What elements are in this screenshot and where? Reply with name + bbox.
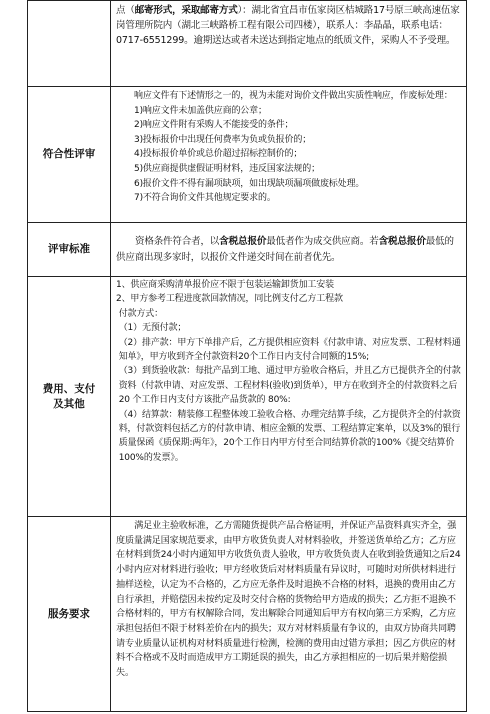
address-text bbox=[116, 4, 462, 48]
payment-line: （4）结算款：精装修工程整体竣工验收合格、办理完结算手续，乙方提供齐全的付款资料，付款资料包括乙方的付款申请、相应金额的发票、工程结算定案单，以及3%的银行质量保函《质保期:两年》，20个工作日内甲方付至合同结算价款的100%《提交结算价100%的发票》。 bbox=[118, 409, 461, 463]
criteria-label: 评审标准 bbox=[28, 223, 111, 277]
payment-line: （2）排产款：甲方下单排产后，乙方提供相应资料《付款申请、对应发票、工程材料通知单》，甲方收到齐全付款资料20个工作日内支付合同额的15%; bbox=[118, 337, 461, 363]
criteria-part: 资格条件符合者，以 bbox=[135, 235, 220, 247]
payment-line: 付款方式： bbox=[118, 308, 163, 319]
compliance-item: 5)供应商提供虚假证明材料，违反国家法规的； bbox=[134, 163, 320, 174]
document-page bbox=[27, 0, 467, 712]
service-cell bbox=[111, 517, 467, 712]
criteria-text bbox=[116, 234, 462, 266]
compliance-row bbox=[28, 87, 467, 223]
payment-line: （1）无预付款； bbox=[118, 323, 187, 334]
payment-line: 2、甲方参考工程进度款回款情况，同比例支付乙方工程款 bbox=[116, 294, 343, 305]
payment-line: 1、供应商采购清单报价应不限于包装运输卸货加工安装 bbox=[116, 280, 334, 290]
service-label: 服务要求 bbox=[28, 517, 111, 712]
payment-cell bbox=[111, 277, 467, 517]
address-cell bbox=[111, 1, 467, 87]
criteria-cell bbox=[111, 223, 467, 277]
payment-line: （3）到货验收款：每批产品到工地、通过甲方验收合格后，并且乙方已提供齐全的付款资料（付款申请、对应发票、工程材料(验收)到货单），甲方在收到齐全的付款资料之后 20 个工作日内支付方该批产品货款的 80%: bbox=[118, 366, 461, 406]
criteria-part: 最低者作为成交供应商。若 bbox=[266, 235, 379, 247]
compliance-item: 6)报价文件不得有漏项缺项，如出现缺项漏项做废标处理。 bbox=[134, 178, 365, 189]
service-row bbox=[28, 517, 467, 712]
compliance-label: 符合性评审 bbox=[28, 87, 111, 223]
criteria-bold: 含税总报价 bbox=[219, 235, 267, 247]
compliance-cell bbox=[111, 87, 467, 223]
compliance-item: 4)投标报价单价或总价超过招标控制价的； bbox=[134, 149, 303, 160]
criteria-row bbox=[28, 223, 467, 277]
payment-label bbox=[28, 277, 111, 517]
address-prefix: 点（ bbox=[116, 5, 135, 16]
compliance-item: 2)响应文件附有采购人不能接受的条件； bbox=[134, 120, 294, 131]
criteria-bold: 含税总报价 bbox=[378, 235, 426, 247]
mail-method: 邮寄形式，采取邮寄方式 bbox=[134, 5, 238, 16]
payment-label-text: 费用、支付及其他 bbox=[42, 382, 96, 410]
procurement-table bbox=[27, 0, 467, 712]
compliance-item: 7)不符合询价文件其他规定要求的。 bbox=[134, 193, 276, 204]
compliance-item: 1)响应文件未加盖供应商的公章； bbox=[134, 105, 267, 116]
payment-row bbox=[28, 277, 467, 517]
compliance-intro: 响应文件有下述情形之一的，视为未能对询价文件做出实质性响应，作废标处理： bbox=[134, 91, 453, 101]
empty-label-cell bbox=[28, 1, 111, 87]
address-details: ）：湖北省宜昌市伍家岗区桔城路17号原三峡高速伍家岗管理所院内（湖北三峡路桥工程有限公司四楼），联系人：李晶晶，联系电话：0717-6551299。逾期送达或者未送达到指定地点的纸质文件，采购人不予受理。 bbox=[116, 5, 460, 46]
address-row bbox=[28, 1, 467, 87]
service-text: 满足业主验收标准，乙方需随货提供产品合格证明，并保证产品资料真实齐全，强度质量满足国家规范要求，由甲方收货负责人对材料验收，并签送货单给乙方；乙方应在材料到货24小时内通知甲方收货负责人验收，甲方收货负责人在收到验货通知之后24小时内应对材料进行验收；甲方经收货后对材料质量有异议时，可随时对所供材料进行抽样送检，认定为不合格的，乙方应无条件及时退换不合格的材料，退换的费用由乙方自行承担，并赔偿因未按约定及时交付合格的货物给甲方造成的损失；乙方拒不退换不合格材料的，甲方有权解除合同，发出解除合同通知后甲方有权向第三方采购，乙方应承担包括但不限于材料差价在内的损失；双方对材料质量有争议的，由双方协商共同聘请专业质量认证机构对材料质量进行检测，检测的费用由过错方承担；因乙方供应的材料不合格或不及时而造成甲方工期延误的损失，由乙方承担相应的一切后果并赔偿损失。 bbox=[116, 521, 461, 679]
criteria-part: 最低的供应商出现多家时，以报价文件递交时间在前者优先。 bbox=[116, 235, 454, 263]
compliance-item: 3)投标报价中出现任何费率为负或负报价的； bbox=[134, 134, 312, 145]
